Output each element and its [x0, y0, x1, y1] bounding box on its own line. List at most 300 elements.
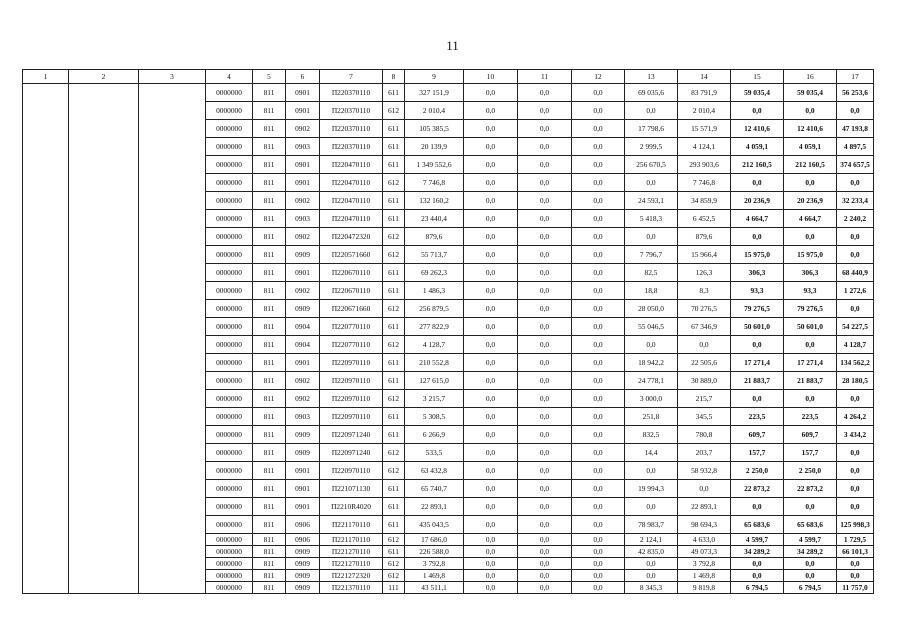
table-cell: 0000000 [206, 192, 253, 210]
table-cell: П220472320 [320, 228, 383, 246]
table-cell: 879,6 [405, 228, 464, 246]
table-cell: 0,0 [837, 300, 874, 318]
table-cell: П220970110 [320, 354, 383, 372]
table-cell: 611 [383, 516, 405, 534]
table-cell: 3 434,2 [837, 426, 874, 444]
table-cell: 32 233,4 [837, 192, 874, 210]
table-cell: 11 757,0 [837, 582, 874, 594]
table-cell: 0,0 [572, 408, 625, 426]
table-cell: 0,0 [837, 558, 874, 570]
table-cell: 0000000 [206, 390, 253, 408]
table-cell: 0,0 [572, 84, 625, 102]
table-cell: 9 819,8 [678, 582, 731, 594]
table-cell: 277 822,9 [405, 318, 464, 336]
table-cell: 82,5 [625, 264, 678, 282]
table-cell: 4 128,7 [837, 336, 874, 354]
table-cell: 0,0 [572, 444, 625, 462]
table-cell: 811 [253, 546, 286, 558]
table-cell: 0,0 [572, 264, 625, 282]
table-cell: П220970110 [320, 390, 383, 408]
table-cell: 256 670,5 [625, 156, 678, 174]
table-cell: 811 [253, 390, 286, 408]
table-cell: 0,0 [464, 264, 518, 282]
table-cell: 345,5 [678, 408, 731, 426]
table-cell: 0,0 [572, 192, 625, 210]
table-cell: 79 276,5 [784, 300, 837, 318]
table-cell: 0,0 [464, 582, 518, 594]
table-cell: 374 657,5 [837, 156, 874, 174]
table-cell: 2 250,0 [731, 462, 784, 480]
merged-empty-cell [69, 84, 139, 594]
table-cell: 21 883,7 [731, 372, 784, 390]
table-cell: 0909 [286, 426, 320, 444]
table-cell: 0,0 [625, 336, 678, 354]
table-cell: 0000000 [206, 354, 253, 372]
table-cell: 28 050,0 [625, 300, 678, 318]
table-cell: 49 073,3 [678, 546, 731, 558]
table-cell: 611 [383, 192, 405, 210]
table-cell: 0,0 [572, 120, 625, 138]
table-cell: 8,3 [678, 282, 731, 300]
table-cell: 0,0 [572, 228, 625, 246]
table-cell: 0000000 [206, 336, 253, 354]
table-cell: 1 729,5 [837, 534, 874, 546]
table-cell: 0,0 [464, 84, 518, 102]
table-cell: 4 599,7 [731, 534, 784, 546]
table-cell: 127 615,0 [405, 372, 464, 390]
table-cell: 611 [383, 354, 405, 372]
table-cell: 0,0 [518, 138, 572, 156]
table-cell: 811 [253, 336, 286, 354]
table-cell: 22 893,1 [678, 498, 731, 516]
table-cell: 612 [383, 228, 405, 246]
table-cell: 55 713,7 [405, 246, 464, 264]
table-cell: 811 [253, 228, 286, 246]
table-cell: 1 469,8 [678, 570, 731, 582]
table-row [23, 84, 874, 102]
table-cell: 12 410,6 [784, 120, 837, 138]
table-cell: 0000000 [206, 558, 253, 570]
table-cell: 0,0 [625, 228, 678, 246]
table-cell: 811 [253, 534, 286, 546]
table-cell: 0000000 [206, 372, 253, 390]
table-cell: 0909 [286, 570, 320, 582]
table-cell: 611 [383, 210, 405, 228]
table-cell: 0,0 [572, 426, 625, 444]
table-cell: 30 889,0 [678, 372, 731, 390]
table-cell: 0,0 [518, 210, 572, 228]
table-cell: 0901 [286, 174, 320, 192]
table-cell: 69 262,3 [405, 264, 464, 282]
table-cell: П220970110 [320, 462, 383, 480]
table-cell: 15 975,0 [784, 246, 837, 264]
table-cell: 28 180,5 [837, 372, 874, 390]
table-cell: 21 883,7 [784, 372, 837, 390]
column-header: 3 [139, 70, 206, 84]
table-cell: 203,7 [678, 444, 731, 462]
table-cell: 8 345,3 [625, 582, 678, 594]
table-cell: 0,0 [518, 582, 572, 594]
table-cell: 306,3 [784, 264, 837, 282]
table-cell: 0000000 [206, 210, 253, 228]
table-cell: 0,0 [518, 120, 572, 138]
table-cell: 42 835,0 [625, 546, 678, 558]
table-cell: 0,0 [518, 558, 572, 570]
table-cell: 215,7 [678, 390, 731, 408]
table-cell: 0901 [286, 156, 320, 174]
table-cell: 811 [253, 156, 286, 174]
column-header: 10 [464, 70, 518, 84]
table-cell: 0,0 [625, 462, 678, 480]
table-cell: 0,0 [837, 498, 874, 516]
table-cell: 2 124,1 [625, 534, 678, 546]
table-cell: 210 552,8 [405, 354, 464, 372]
table-cell: 0,0 [572, 246, 625, 264]
table-cell: 0901 [286, 498, 320, 516]
table-cell: 0,0 [625, 102, 678, 120]
table-cell: 0,0 [784, 390, 837, 408]
table-cell: 17 271,4 [784, 354, 837, 372]
table-cell: 0,0 [464, 300, 518, 318]
table-cell: 0000000 [206, 582, 253, 594]
table-cell: П220770110 [320, 318, 383, 336]
table-cell: 0,0 [518, 228, 572, 246]
table-cell: 811 [253, 282, 286, 300]
column-header: 2 [69, 70, 139, 84]
table-cell: 0904 [286, 318, 320, 336]
table-cell: 0,0 [464, 570, 518, 582]
table-cell: П220671660 [320, 300, 383, 318]
table-cell: 0,0 [572, 462, 625, 480]
table-cell: 34 289,2 [731, 546, 784, 558]
table-cell: 256 879,5 [405, 300, 464, 318]
table-cell: 0,0 [572, 498, 625, 516]
table-cell: 17 686,0 [405, 534, 464, 546]
table-cell: П221170110 [320, 516, 383, 534]
table-cell: П220670110 [320, 282, 383, 300]
table-cell: 0,0 [784, 102, 837, 120]
table-cell: 0000000 [206, 534, 253, 546]
table-cell: 223,5 [784, 408, 837, 426]
table-cell: 0,0 [731, 558, 784, 570]
table-cell: 0,0 [572, 156, 625, 174]
table-cell: П220370110 [320, 120, 383, 138]
table-cell: 132 160,2 [405, 192, 464, 210]
table-cell: П220470110 [320, 210, 383, 228]
table-cell: 4 664,7 [731, 210, 784, 228]
table-cell: 0906 [286, 516, 320, 534]
table-cell: 612 [383, 390, 405, 408]
table-cell: П220971240 [320, 444, 383, 462]
table-cell: 811 [253, 462, 286, 480]
table-cell: П221272320 [320, 570, 383, 582]
table-cell: 533,5 [405, 444, 464, 462]
table-cell: 0,0 [731, 570, 784, 582]
table-cell: 0,0 [464, 282, 518, 300]
table-cell: 611 [383, 282, 405, 300]
table-cell: 0000000 [206, 84, 253, 102]
table-cell: 2 999,5 [625, 138, 678, 156]
table-cell: 0,0 [784, 336, 837, 354]
table-cell: 612 [383, 462, 405, 480]
table-cell: 0000000 [206, 138, 253, 156]
table-cell: 0,0 [518, 246, 572, 264]
table-cell: 2 010,4 [678, 102, 731, 120]
table-cell: 811 [253, 570, 286, 582]
budget-table [22, 69, 874, 594]
table-cell: 226 588,0 [405, 546, 464, 558]
table-cell: 5 308,5 [405, 408, 464, 426]
table-cell: 0901 [286, 480, 320, 498]
table-cell: 70 276,5 [678, 300, 731, 318]
table-cell: 0,0 [464, 462, 518, 480]
table-cell: 0902 [286, 120, 320, 138]
table-cell: 22 873,2 [731, 480, 784, 498]
table-cell: 811 [253, 192, 286, 210]
table-cell: 125 998,3 [837, 516, 874, 534]
table-cell: 811 [253, 516, 286, 534]
table-cell: 435 043,5 [405, 516, 464, 534]
table-cell: 0,0 [837, 480, 874, 498]
table-cell: 0,0 [837, 228, 874, 246]
table-cell: 611 [383, 120, 405, 138]
table-cell: 0,0 [518, 174, 572, 192]
table-cell: 4 633,0 [678, 534, 731, 546]
table-cell: 20 139,9 [405, 138, 464, 156]
table-cell: 0,0 [464, 318, 518, 336]
table-cell: 0,0 [518, 102, 572, 120]
table-cell: 22 873,2 [784, 480, 837, 498]
table-cell: 0,0 [731, 498, 784, 516]
column-header: 9 [405, 70, 464, 84]
table-cell: 811 [253, 444, 286, 462]
table-cell: 126,3 [678, 264, 731, 282]
table-cell: 67 346,9 [678, 318, 731, 336]
table-cell: 327 151,9 [405, 84, 464, 102]
table-cell: 609,7 [731, 426, 784, 444]
table-cell: 0,0 [625, 498, 678, 516]
table-cell: П221270110 [320, 546, 383, 558]
table-cell: 811 [253, 138, 286, 156]
table-cell: 0,0 [518, 300, 572, 318]
column-header: 12 [572, 70, 625, 84]
table-cell: 0,0 [731, 336, 784, 354]
table-cell: 83 791,9 [678, 84, 731, 102]
column-header: 8 [383, 70, 405, 84]
table-cell: 0902 [286, 228, 320, 246]
table-cell: 612 [383, 558, 405, 570]
table-cell: 0902 [286, 390, 320, 408]
table-cell: 15 571,9 [678, 120, 731, 138]
table-cell: 68 440,9 [837, 264, 874, 282]
table-cell: 811 [253, 264, 286, 282]
table-cell: 7 746,8 [678, 174, 731, 192]
table-cell: 223,5 [731, 408, 784, 426]
table-cell: 811 [253, 174, 286, 192]
table-cell: 612 [383, 300, 405, 318]
table-cell: 63 432,8 [405, 462, 464, 480]
table-cell: 0,0 [837, 462, 874, 480]
table-cell: 0,0 [464, 156, 518, 174]
table-cell: 0,0 [784, 570, 837, 582]
table-cell: 0,0 [464, 372, 518, 390]
table-cell: 65 740,7 [405, 480, 464, 498]
table-cell: 47 193,8 [837, 120, 874, 138]
table-cell: 0,0 [572, 558, 625, 570]
table-cell: 811 [253, 246, 286, 264]
table-cell: 111 [383, 582, 405, 594]
table-cell: 251,8 [625, 408, 678, 426]
table-cell: 0000000 [206, 102, 253, 120]
table-cell: 0,0 [572, 372, 625, 390]
table-cell: П220971240 [320, 426, 383, 444]
table-cell: 0903 [286, 138, 320, 156]
table-cell: 24 778,1 [625, 372, 678, 390]
table-cell: 0,0 [464, 558, 518, 570]
table-cell: 0000000 [206, 174, 253, 192]
table-cell: 811 [253, 558, 286, 570]
column-header: 14 [678, 70, 731, 84]
table-cell: 157,7 [731, 444, 784, 462]
table-cell: 0,0 [518, 282, 572, 300]
table-cell: 0903 [286, 408, 320, 426]
table-cell: 65 683,6 [731, 516, 784, 534]
table-cell: 0,0 [572, 336, 625, 354]
table-cell: 0000000 [206, 120, 253, 138]
table-cell: 0,0 [625, 558, 678, 570]
table-cell: 811 [253, 102, 286, 120]
table-cell: 0,0 [678, 480, 731, 498]
table-cell: П221071130 [320, 480, 383, 498]
table-cell: 0,0 [837, 390, 874, 408]
table-cell: 0909 [286, 546, 320, 558]
table-cell: 2 250,0 [784, 462, 837, 480]
table-cell: 55 046,5 [625, 318, 678, 336]
table-cell: 0000000 [206, 444, 253, 462]
table-cell: 811 [253, 372, 286, 390]
table-cell: 0,0 [837, 570, 874, 582]
table-cell: 0,0 [731, 228, 784, 246]
table-cell: 0,0 [837, 174, 874, 192]
table-cell: 6 266,9 [405, 426, 464, 444]
table-cell: 5 418,3 [625, 210, 678, 228]
table-cell: 2 010,4 [405, 102, 464, 120]
table-cell: 0,0 [518, 192, 572, 210]
table-cell: П220470110 [320, 156, 383, 174]
table-cell: П220970110 [320, 372, 383, 390]
table-cell: 0,0 [464, 408, 518, 426]
table-cell: 78 983,7 [625, 516, 678, 534]
table-cell: 0,0 [572, 390, 625, 408]
table-cell: 0000000 [206, 246, 253, 264]
table-cell: П221370110 [320, 582, 383, 594]
table-cell: 3 792,8 [405, 558, 464, 570]
table-cell: 0,0 [572, 174, 625, 192]
table-cell: 0,0 [518, 354, 572, 372]
table-cell: 79 276,5 [731, 300, 784, 318]
table-cell: 4 264,2 [837, 408, 874, 426]
table-cell: 4 124,1 [678, 138, 731, 156]
table-cell: 0,0 [518, 426, 572, 444]
table-cell: 611 [383, 480, 405, 498]
table-cell: 0,0 [518, 390, 572, 408]
table-cell: 105 385,5 [405, 120, 464, 138]
table-cell: 34 859,9 [678, 192, 731, 210]
table-cell: 0,0 [572, 318, 625, 336]
table-cell: 0909 [286, 246, 320, 264]
table-cell: П2210R4020 [320, 498, 383, 516]
column-header: 15 [731, 70, 784, 84]
table-cell: 811 [253, 408, 286, 426]
table-cell: 612 [383, 534, 405, 546]
table-cell: 0,0 [731, 102, 784, 120]
table-cell: 93,3 [784, 282, 837, 300]
table-cell: 0000000 [206, 546, 253, 558]
table-cell: 134 562,2 [837, 354, 874, 372]
table-cell: 609,7 [784, 426, 837, 444]
table-cell: 34 289,2 [784, 546, 837, 558]
table-cell: 0,0 [837, 444, 874, 462]
table-cell: 15 975,0 [731, 246, 784, 264]
table-cell: 212 160,5 [784, 156, 837, 174]
table-cell: 811 [253, 120, 286, 138]
table-cell: П220370110 [320, 84, 383, 102]
table-cell: 0,0 [784, 558, 837, 570]
table-cell: 50 601,0 [731, 318, 784, 336]
table-cell: 0909 [286, 558, 320, 570]
table-cell: 0,0 [518, 498, 572, 516]
table-cell: 612 [383, 174, 405, 192]
column-header: 4 [206, 70, 253, 84]
table-cell: П220370110 [320, 138, 383, 156]
table-cell: 0,0 [625, 570, 678, 582]
table-cell: 20 236,9 [784, 192, 837, 210]
table-cell: 811 [253, 354, 286, 372]
table-cell: 811 [253, 300, 286, 318]
table-cell: 4 664,7 [784, 210, 837, 228]
table-cell: П220670110 [320, 264, 383, 282]
table-cell: 0,0 [572, 516, 625, 534]
table-cell: П221270110 [320, 558, 383, 570]
table-cell: 6 452,5 [678, 210, 731, 228]
table-cell: 19 994,3 [625, 480, 678, 498]
table-cell: 0,0 [464, 516, 518, 534]
table-cell: 69 035,6 [625, 84, 678, 102]
column-header: 7 [320, 70, 383, 84]
table-cell: 12 410,6 [731, 120, 784, 138]
table-cell: 66 101,3 [837, 546, 874, 558]
table-cell: 611 [383, 156, 405, 174]
table-cell: 0,0 [464, 228, 518, 246]
table-cell: 20 236,9 [731, 192, 784, 210]
table-cell: 0906 [286, 534, 320, 546]
table-cell: 0,0 [731, 174, 784, 192]
table-cell: П220470110 [320, 174, 383, 192]
header-row [23, 70, 874, 84]
table-cell: 306,3 [731, 264, 784, 282]
table-cell: 0901 [286, 462, 320, 480]
table-cell: 1 469,8 [405, 570, 464, 582]
table-cell: 0901 [286, 354, 320, 372]
table-cell: 0000000 [206, 408, 253, 426]
table-cell: П220571660 [320, 246, 383, 264]
table-cell: 0909 [286, 444, 320, 462]
table-cell: 0000000 [206, 156, 253, 174]
table-cell: П220970110 [320, 408, 383, 426]
table-cell: 0,0 [518, 84, 572, 102]
table-cell: 54 227,5 [837, 318, 874, 336]
table-cell: 0000000 [206, 426, 253, 444]
